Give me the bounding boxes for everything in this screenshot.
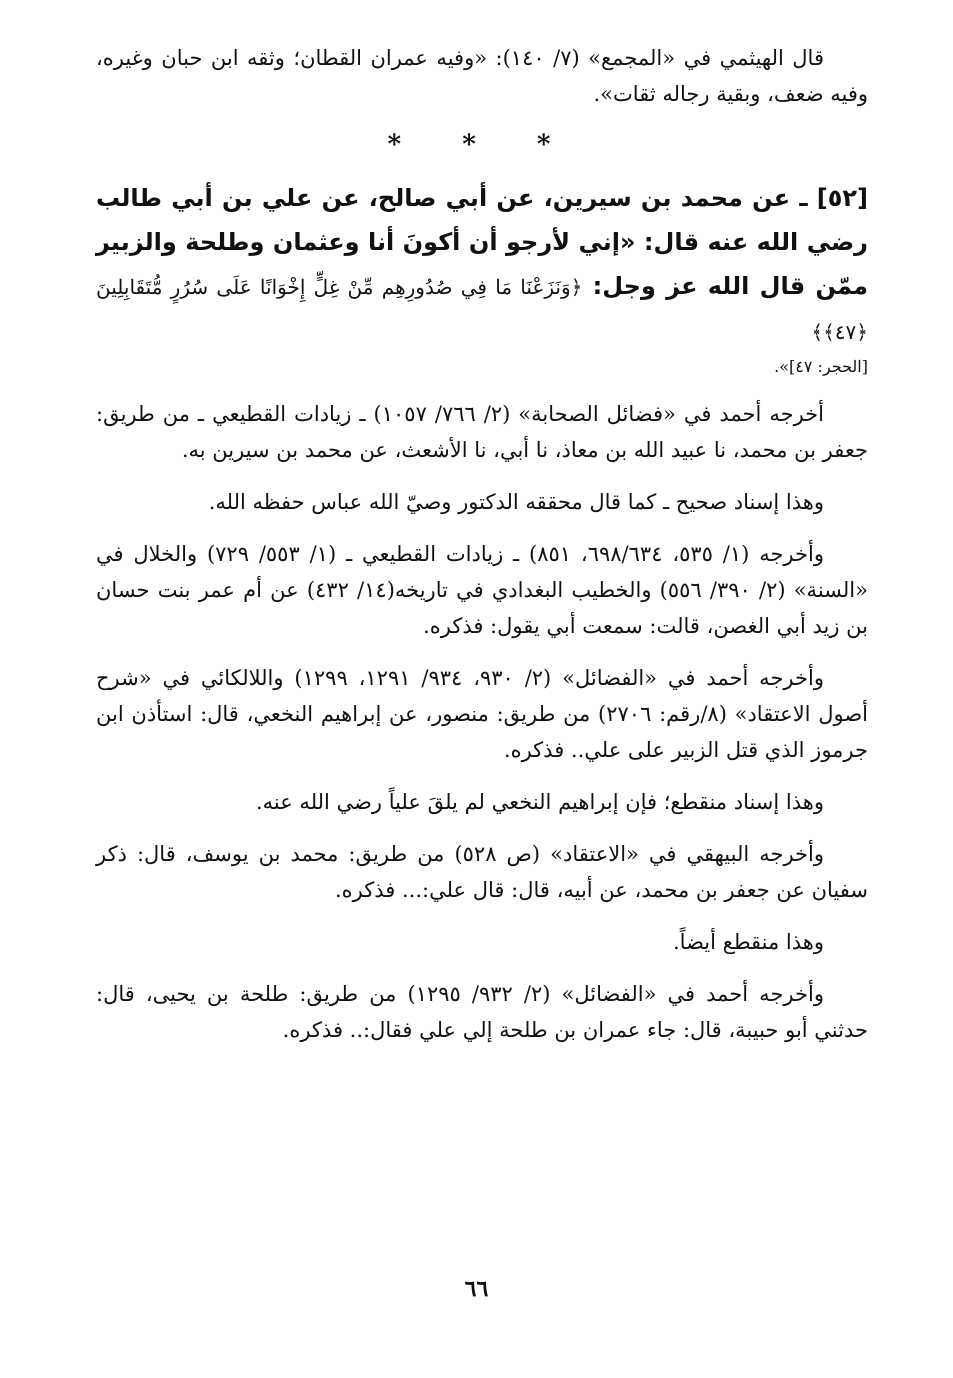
surah-reference: [الحجر: ٤٧]».: [774, 357, 868, 376]
paragraph-takhrij-talha: وأخرجه أحمد في «الفضائل» (٢/ ٩٣٢/ ١٢٩٥) من طريق: طلحة بن يحيى، قال: حدثني أبو حبيبة، قال: جاء عمران بن طلحة إلي علي فقال:.. فذكره.: [96, 982, 868, 1042]
hadith-text: [96, 176, 868, 354]
paragraph-munqati-aydan: وهذا منقطع أيضاً.: [673, 930, 824, 954]
paragraph-takhrij-bayhaqi: وأخرجه البيهقي في «الاعتقاد» (ص ٥٢٨) من طريق: محمد بن يوسف، قال: ذكر سفيان عن جعفر بن محمد، عن أبيه، قال: قال علي:... فذكره.: [96, 842, 868, 902]
section-divider-stars: * * *: [387, 130, 577, 160]
page-body: [96, 40, 868, 1048]
quran-verse: ﴿وَنَزَعْنَا مَا فِي صُدُورِهِم مِّنْ غِلٍّ إِخْوَانًا عَلَى سُرُرٍ مُّتَقَابِلِينَ ﴿٤٧﴾﴾: [96, 275, 868, 344]
paragraph-isnad-sahih: وهذا إسناد صحيح ـ كما قال محققه الدكتور وصيّ الله عباس حفظه الله.: [208, 490, 824, 514]
page-number: ٦٦: [464, 1276, 489, 1302]
paragraph-takhrij-lalakai: وأخرجه أحمد في «الفضائل» (٢/ ٩٣٠، ٩٣٤/ ١٢٩١، ١٢٩٩) واللالكائي في «شرح أصول الاعتقاد» (٨/رقم: ٢٧٠٦) من طريق: منصور، عن إبراهيم النخعي، قال: استأذن ابن جرموز الذي قتل الزبير على علي.. فذكره.: [96, 666, 869, 762]
paragraph-haythami-quote: قال الهيثمي في «المجمع» (٧/ ١٤٠): «وفيه عمران القطان؛ وثقه ابن حبان وغيره، وفيه ضعف، وبقية رجاله ثقات».: [96, 46, 868, 106]
hadith-block: [96, 176, 868, 380]
hadith-main-text: [٥٢] ـ عن محمد بن سيرين، عن أبي صالح، عن علي بن أبي طالب رضي الله عنه قال: «إني لأرجو أن أكونَ أنا وعثمان وطلحة والزبير ممّن قال الله عز وجل:: [96, 184, 869, 300]
paragraph-takhrij-ahmad: أخرجه أحمد في «فضائل الصحابة» (٢/ ٧٦٦/ ١٠٥٧) ـ زيادات القطيعي ـ من طريق: جعفر بن محمد، نا عبيد الله بن معاذ، نا أبي، نا الأشعث، عن محمد بن سيرين به.: [96, 402, 868, 462]
paragraph-munqati: وهذا إسناد منقطع؛ فإن إبراهيم النخعي لم يلقَ علياً رضي الله عنه.: [255, 790, 824, 814]
paragraph-takhrij-khallal: وأخرجه (١/ ٥٣٥، ٦٩٨/٦٣٤، ٨٥١) ـ زيادات القطيعي ـ (١/ ٥٥٣/ ٧٢٩) والخلال في «السنة» (٢/ ٣٩٠/ ٥٥٦) والخطيب البغدادي في تاريخه(١٤/ ٤٣٢) عن أم عمر بنت حسان بن زيد أبي الغصن، قالت: سمعت أبي يقول: فذكره.: [96, 542, 868, 638]
